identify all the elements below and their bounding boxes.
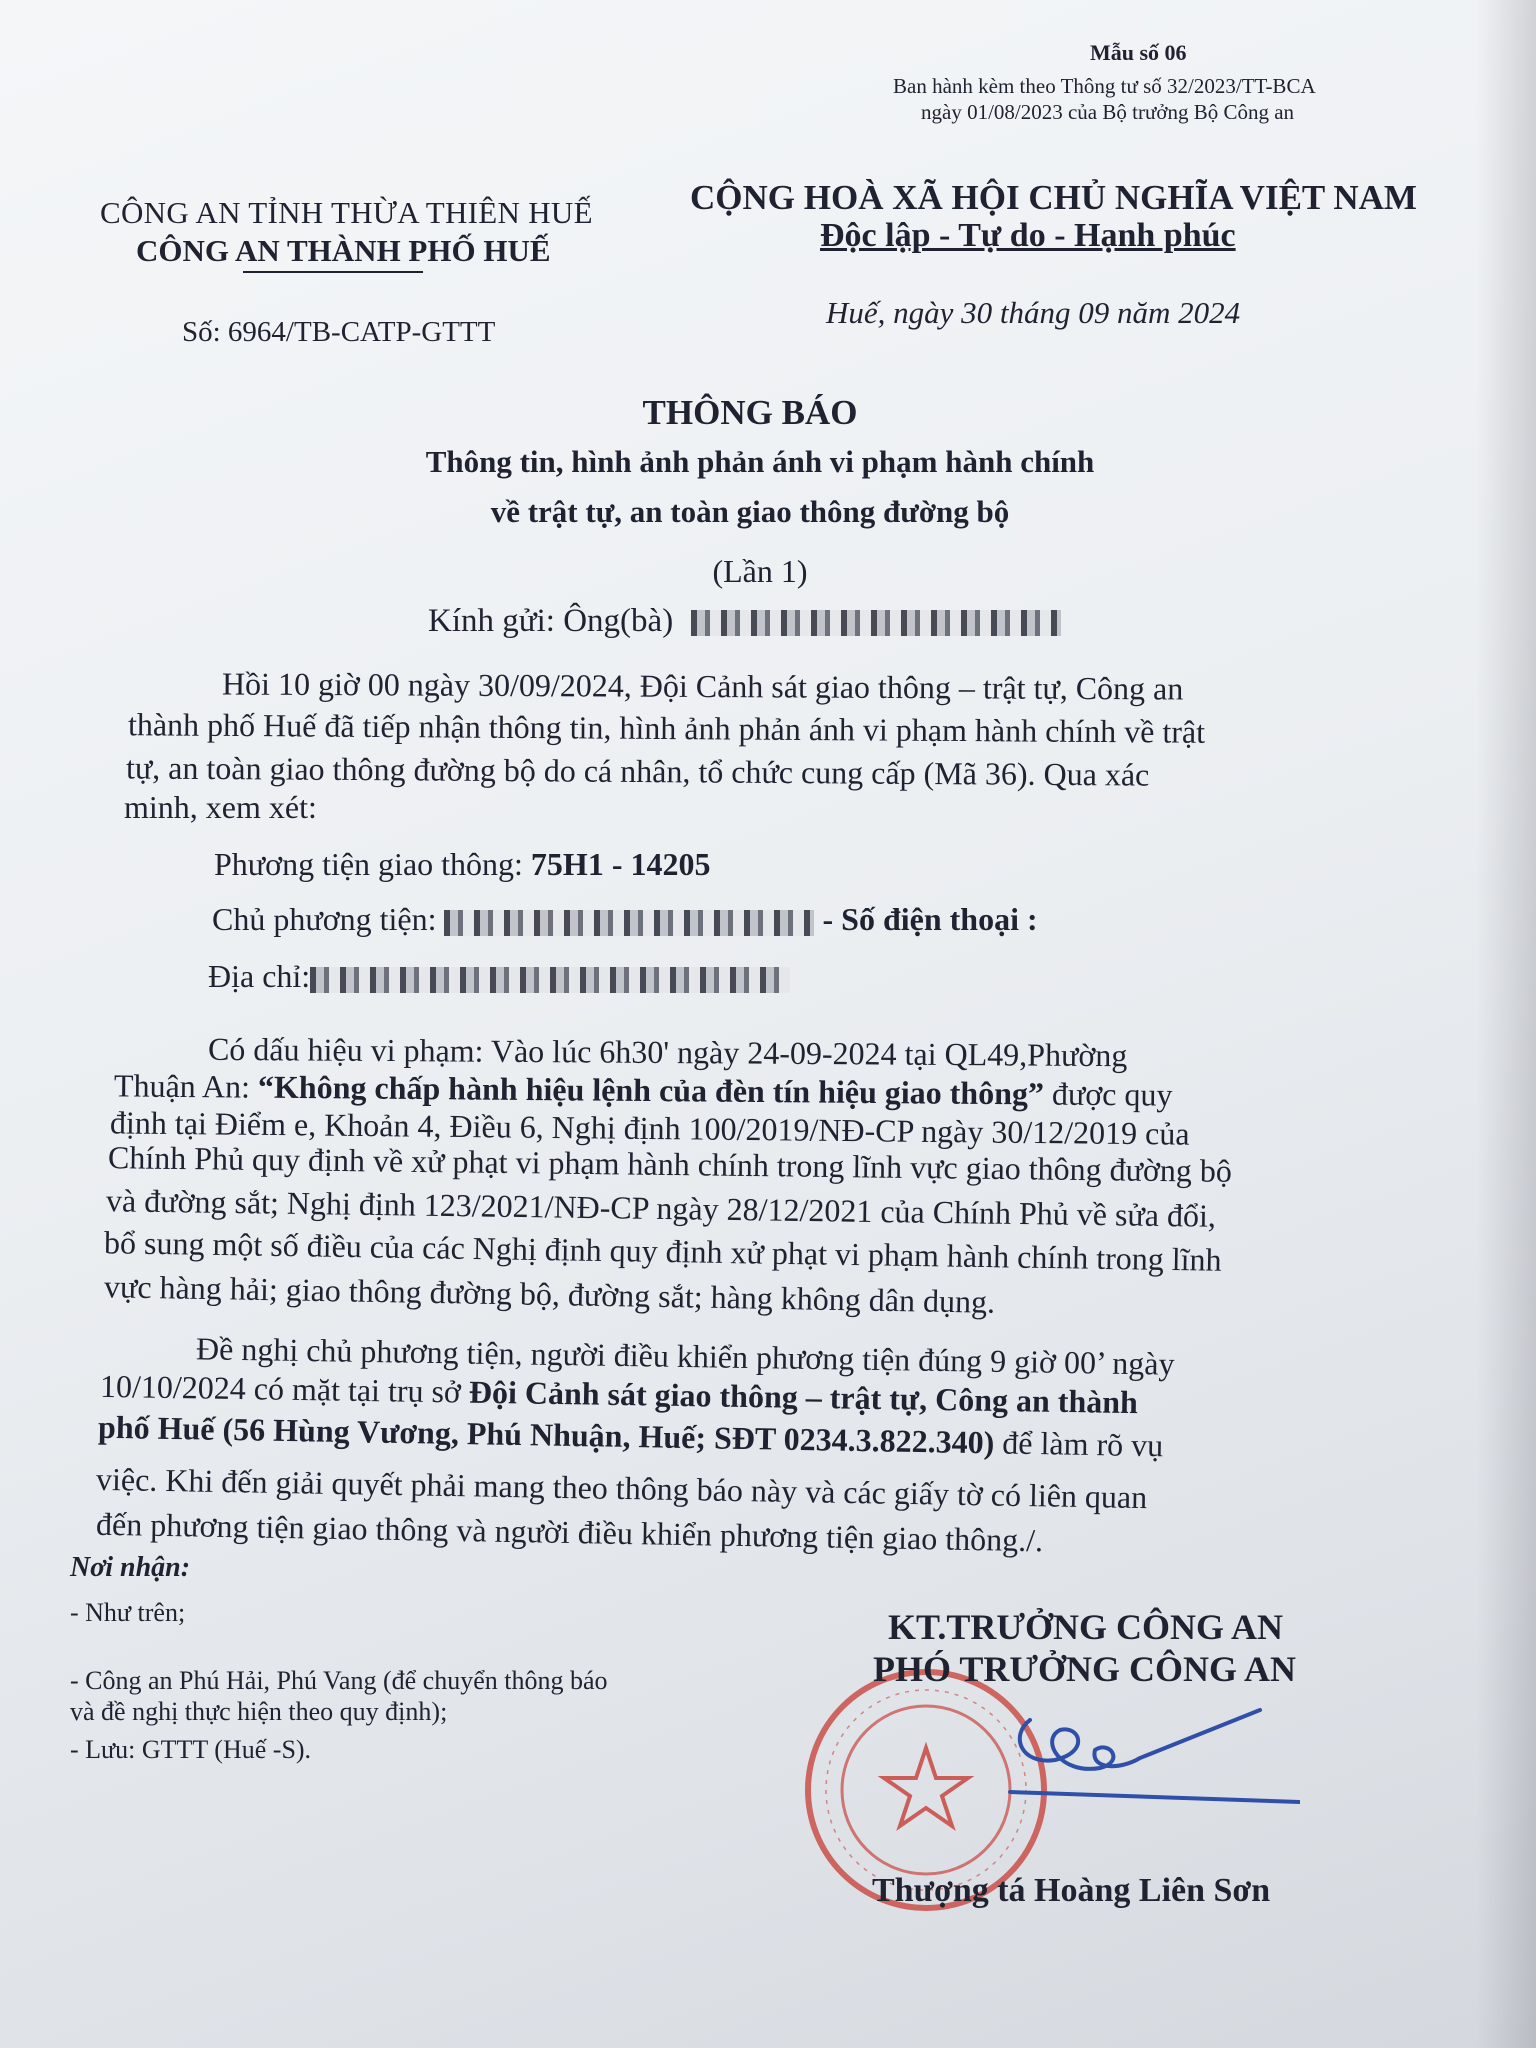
handwritten-signature: [1000, 1680, 1300, 1810]
redacted-name: [691, 610, 1061, 636]
issue-number: (Lần 1): [712, 553, 808, 589]
body-line: bổ sung một số điều của các Nghị định quy định xử phạt vi phạm hành chính trong lĩnh: [103, 1224, 1222, 1278]
agency-name: CÔNG AN THÀNH PHỐ HUẾ: [136, 233, 551, 268]
body-line: vực hàng hải; giao thông đường bộ, đường sắt; hàng không dân dụng.: [103, 1268, 996, 1320]
page-shadow: [1476, 0, 1536, 2048]
vehicle-plate: 75H1 - 14205: [530, 846, 711, 882]
nation-heading: CỘNG HOÀ XÃ HỘI CHỦ NGHĨA VIỆT NAM: [690, 178, 1417, 217]
police-address: phố Huế (56 Hùng Vương, Phú Nhuận, Huế; SĐT 0234.3.822.340): [97, 1408, 995, 1461]
recipients-title: Nơi nhận:: [70, 1552, 191, 1583]
address-line: [208, 958, 790, 995]
redacted-owner: [444, 910, 814, 936]
violation-line: Thuận An: “Không chấp hành hiệu lệnh của đèn tín hiệu giao thông” được quy: [113, 1067, 1173, 1113]
addressee-line: [428, 603, 1061, 640]
body-line: và đường sắt; Nghị định 123/2021/NĐ-CP ngày 28/12/2021 của Chính Phủ về sửa đổi,: [105, 1182, 1217, 1234]
body-line: minh, xem xét:: [124, 789, 317, 825]
request-line: phố Huế (56 Hùng Vương, Phú Nhuận, Huế; SĐT 0234.3.822.340) để làm rõ vụ: [97, 1408, 1164, 1464]
signature-title: KT.TRƯỞNG CÔNG AN: [888, 1607, 1284, 1647]
form-issued-line: ngày 01/08/2023 của Bộ trưởng Bộ Công an: [921, 100, 1295, 124]
owner-label: Chủ phương tiện:: [212, 901, 445, 937]
body-line: tự, an toàn giao thông đường bộ do cá nhân, tổ chức cung cấp (Mã 36). Qua xác: [125, 749, 1150, 793]
owner-line: [212, 901, 1038, 938]
agency-underline: [243, 271, 423, 273]
document-subtitle: về trật tự, an toàn giao thông đường bộ: [490, 494, 1010, 529]
body-line: Có dấu hiệu vi phạm: Vào lúc 6h30' ngày 24-09-2024 tại QL49,Phường: [207, 1030, 1128, 1074]
addressee-label: Kính gửi: Ông(bà): [428, 603, 674, 639]
body-line: đến phương tiện giao thông và người điều khiển phương tiện giao thông./.: [95, 1505, 1044, 1559]
form-number: Mẫu số 06: [1090, 40, 1187, 65]
place-date: Huế, ngày 30 tháng 09 năm 2024: [826, 295, 1241, 330]
address-label: Địa chỉ:: [208, 958, 311, 994]
redacted-address: [310, 967, 790, 993]
body-line: Đề nghị chủ phương tiện, người điều khiển phương tiện đúng 9 giờ 00’ ngày: [195, 1330, 1175, 1382]
document-subtitle: Thông tin, hình ảnh phản ánh vi phạm hành chính: [425, 444, 1095, 479]
phone-label: - Số điện thoại :: [822, 901, 1038, 937]
body-line: Chính Phủ quy định về xử phạt vi phạm hành chính trong lĩnh vực giao thông đường bộ: [107, 1139, 1233, 1189]
violation-name: “Không chấp hành hiệu lệnh của đèn tín hiệu giao thông”: [257, 1068, 1045, 1112]
police-unit: Đội Cảnh sát giao thông – trật tự, Công an thành: [468, 1373, 1139, 1421]
motto: Độc lập - Tự do - Hạnh phúc: [820, 217, 1236, 254]
body-line: Hồi 10 giờ 00 ngày 30/09/2024, Đội Cảnh sát giao thông – trật tự, Công an: [221, 665, 1184, 707]
recipient-item: và đề nghị thực hiện theo quy định);: [70, 1697, 448, 1726]
request-line: 10/10/2024 có mặt tại trụ sở Đội Cảnh sát giao thông – trật tự, Công an thành: [99, 1367, 1139, 1421]
document-number: Số: 6964/TB-CATP-GTTT: [182, 316, 496, 348]
agency-parent: CÔNG AN TỈNH THỪA THIÊN HUẾ: [100, 195, 593, 230]
signature-title: PHÓ TRƯỞNG CÔNG AN: [873, 1649, 1297, 1689]
recipient-item: - Lưu: GTTT (Huế -S).: [70, 1735, 312, 1764]
document-title: THÔNG BÁO: [642, 393, 858, 432]
signer-name: Thượng tá Hoàng Liên Sơn: [872, 1872, 1271, 1909]
vehicle-label: Phương tiện giao thông:: [214, 846, 531, 882]
body-line: thành phố Huế đã tiếp nhận thông tin, hình ảnh phản ánh vi phạm hành chính về trật: [127, 706, 1206, 750]
form-issued-line: Ban hành kèm theo Thông tư số 32/2023/TT-BCA: [893, 74, 1316, 98]
recipient-item: - Như trên;: [70, 1598, 186, 1627]
body-line: định tại Điểm e, Khoản 4, Điều 6, Nghị định 100/2019/NĐ-CP ngày 30/12/2019 của: [109, 1104, 1190, 1152]
recipient-item: - Công an Phú Hải, Phú Vang (để chuyển thông báo: [70, 1666, 608, 1695]
vehicle-line: [214, 846, 710, 883]
body-line: việc. Khi đến giải quyết phải mang theo thông báo này và các giấy tờ có liên quan: [95, 1460, 1148, 1516]
